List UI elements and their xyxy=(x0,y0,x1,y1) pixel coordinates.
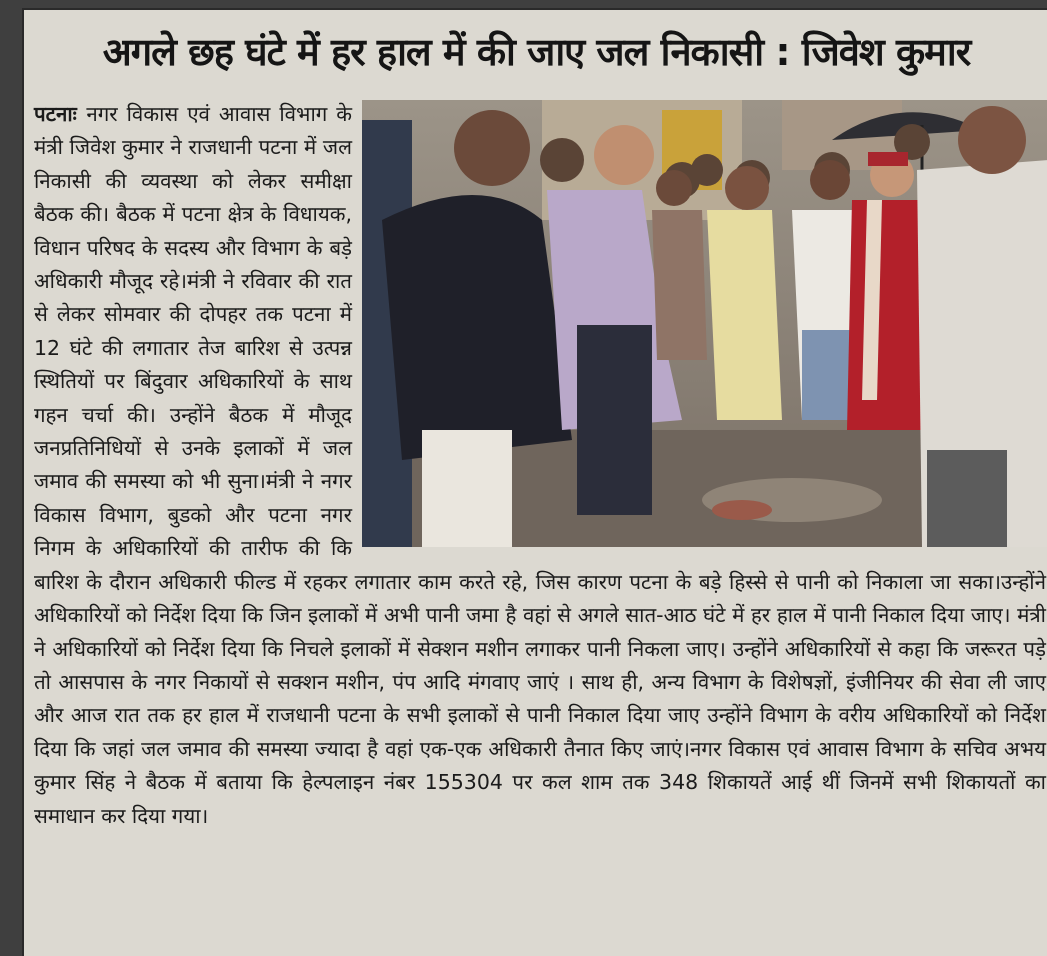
headline: अगले छह घंटे में हर हाल में की जाए जल निकासी : जिवेश कुमार xyxy=(102,30,971,74)
article-text: नगर विकास एवं आवास विभाग के मंत्री जिवेश कुमार ने राजधानी पटना में जल निकासी की व्यवस्था को लेकर समीक्षा बैठक की। बैठक में पटना क्षेत्र के विधायक, विधान परिषद के सदस्य और विभाग के बड़े अधिकारी मौजूद रहे।मंत्री ने रविवार की रात से लेकर सोमवार की दोपहर तक पटना में 12 घंटे की लगातार तेज बारिश से उत्पन्न स्थितियों पर बिंदुवार अधिकारियों के साथ गहन चर्चा की। उन्होंने बैठक में मौजूद जनप्रतिनिधियों से उनके इलाकों में जल जमाव की समस्या को भी सुना।मंत्री ने नगर विकास विभाग, बुडको और पटना नगर निगम के अधिकारियों की तारीफ की कि बारिश के दौरान अधिकारी फील्ड में रहकर लगातार काम करते रहे, जिस कारण पटना के बड़े हिस्से से पानी को निकाला जा सका।उन्होंने अधिकारियों को निर्देश दिया कि जिन इलाकों में अभी पानी जमा है वहां से अगले सात-आठ घंटे में हर हाल में पानी निकाल दिया जाए। मंत्री ने अधिकारियों को निर्देश दिया कि निचले इलाकों में सेक्शन मशीन लगाकर पानी निकला जाए। उन्होंने अधिकारियों से कहा कि जरूरत पड़े तो आसपास के नगर निकायों से सक्शन मशीन, पंप आदि मंगवाए जाएं । साथ ही, अन्य विभाग के विशेषज्ञों, इंजीनियर की सेवा ली जाए और आज रात तक हर हाल में राजधानी पटना के सभी इलाकों से पानी निकाल दिया जाए उन्होंने विभाग के वरीय अधिकारियों को निर्देश दिया कि जहां जल जमाव की समस्या ज्यादा है वहां एक-एक अधिकारी तैनात किए जाएं।नगर विकास एवं आवास विभाग के सचिव अभय कुमार सिंह ने बैठक में बताया कि हेल्पलाइन नंबर 155304 पर कल शाम तक 348 शिकायतें आई थीं जिनमें सभी शिकायतों का समाधान कर दिया गया। xyxy=(34,102,1046,828)
article-body xyxy=(34,98,1046,833)
dateline: पटनाः xyxy=(34,102,87,126)
news-photo xyxy=(362,100,1047,547)
photo-illustration xyxy=(362,100,1047,547)
newspaper-clipping xyxy=(22,8,1047,956)
